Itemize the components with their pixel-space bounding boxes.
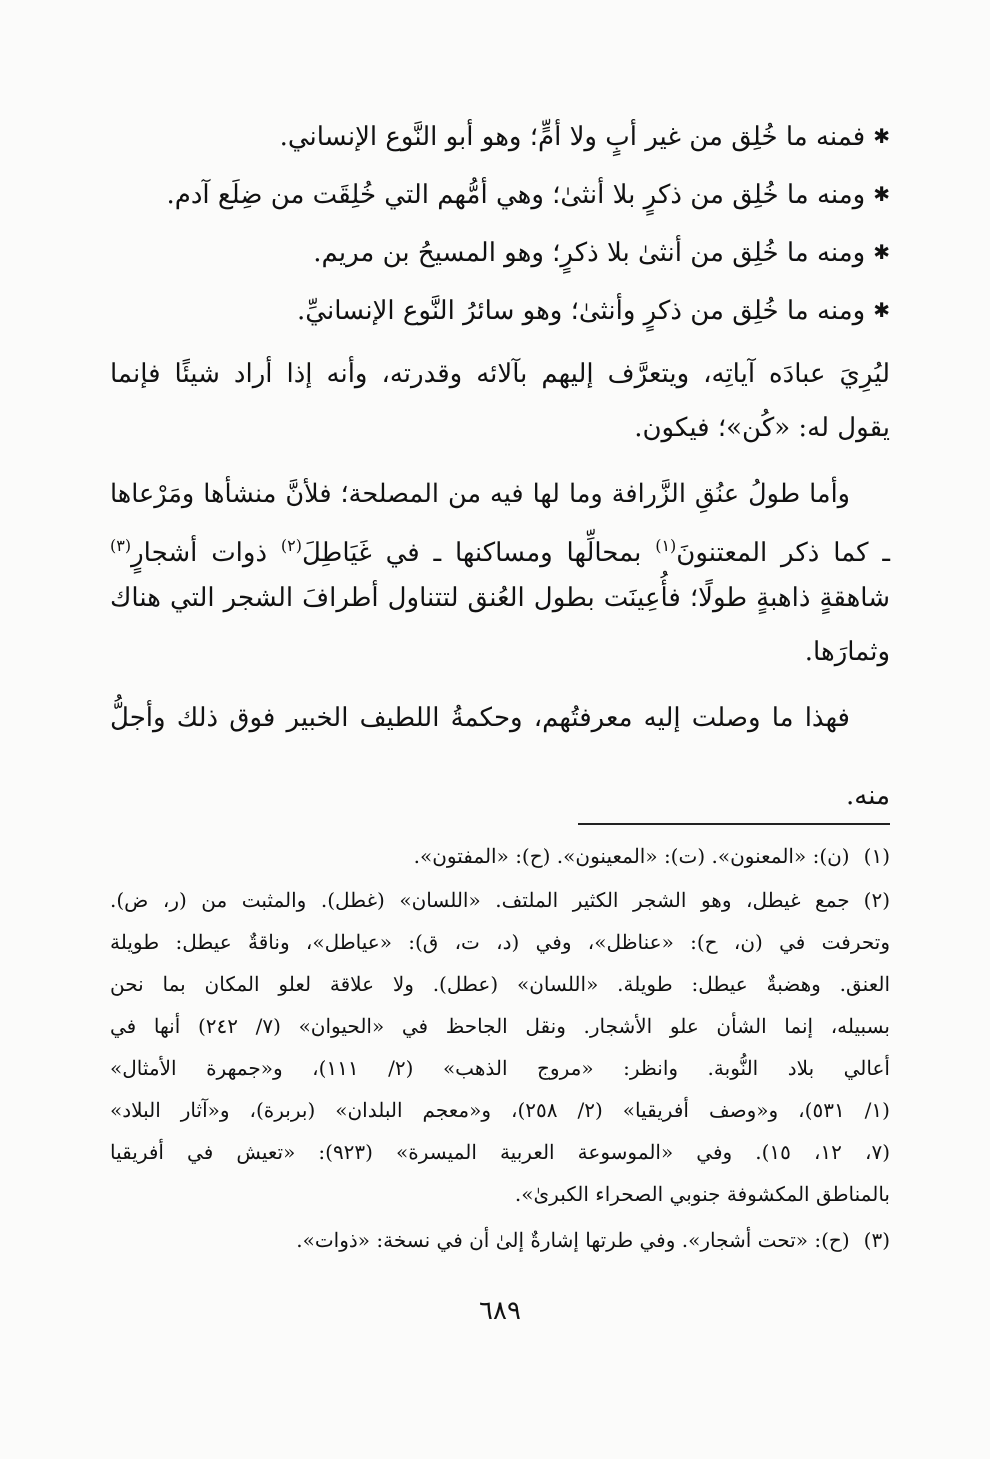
footnote-separator: [578, 823, 890, 825]
asterisk-bullet-icon: ✱: [873, 182, 890, 206]
page-number: ٦٨٩: [479, 1296, 521, 1326]
footnote-2-text-1: جمع غيطل، وهو الشجر الكثير الملتف. «اللسان» (غطل). والمثبت من (ر، ض).: [110, 888, 850, 912]
footnote-2-line-1: [110, 884, 890, 916]
footnote-ref-3: (٣): [110, 536, 132, 555]
footnote-1-text: (ن): «المعنون». (ت): «المعينون». (ح): «المفتون».: [413, 844, 850, 868]
paragraph-1-line-2: يقول له: «كُن»؛ فيكون.: [634, 413, 890, 443]
bullet-line-3: [110, 232, 890, 273]
bullet-text-3: ومنه ما خُلِق من أنثىٰ بلا ذكرٍ؛ وهو المسيحُ بن مريم.: [313, 238, 866, 268]
book-page: [110, 100, 890, 1360]
paragraph-2-line-1: وأما طولُ عنُقِ الزَّرافة وما لها فيه من المصلحة؛ فلأنَّ منشأها ومَرْعاها: [110, 479, 850, 509]
footnote-2-line-3: العنق. وهضبةٌ عيطل: طويلة. «اللسان» (عطل). ولا علاقة لعلو المكان بما نحن: [110, 972, 890, 996]
paragraph-2-line-3: شاهقةٍ ذاهبةٍ طولًا؛ فأُعِينَت بطول العُنق لتتناول أطرافَ الشجر التي هناك: [110, 583, 890, 613]
footnote-ref-2: (٢): [280, 536, 302, 555]
footnote-2-line-6: (١/ ٥٣١)، و«وصف أفريقيا» (٢/ ٢٥٨)، و«معجم البلدان» (بربرة)، و«آثار البلاد»: [110, 1098, 890, 1122]
paragraph-3-line-2: منه.: [846, 781, 890, 811]
footnote-3-text: (ح): «تحت أشجار». وفي طرتها إشارةٌ إلىٰ أن في نسخة: «ذوات».: [296, 1228, 850, 1252]
asterisk-bullet-icon: ✱: [873, 124, 890, 148]
footnote-2-line-5: أعالي بلاد النُّوبة. وانظر: «مروج الذهب» (٢/ ١١١)، و«جمهرة الأمثال»: [110, 1056, 890, 1080]
footnote-2-line-7: (٧، ١٢، ١٥). وفي «الموسوعة العربية الميسرة» (٩٢٣): «تعيش في أفريقيا: [110, 1140, 890, 1164]
footnote-3-number: (٣): [863, 1228, 890, 1252]
footnote-2-line-2: وتحرفت في (ن، ح): «عناظل»، وفي (د، ت، ق): «عياطل»، وناقةٌ عيطل: طويلة: [110, 930, 890, 954]
footnote-3: [110, 1224, 890, 1256]
paragraph-2-text-b: بمحالِّها ومساكنها ـ في غَيَاطِلَ: [301, 538, 656, 568]
footnote-2-line-8: بالمناطق المكشوفة جنوبي الصحراء الكبرىٰ».: [514, 1182, 890, 1206]
footnote-ref-1: (١): [655, 536, 677, 555]
footnote-2-line-4: بسبيله، إنما الشأن علو الأشجار. ونقل الجاحظ في «الحيوان» (٧/ ٢٤٢) أنها في: [110, 1014, 890, 1038]
bullet-text-4: ومنه ما خُلِق من ذكرٍ وأنثىٰ؛ وهو سائرُ النَّوع الإنسانيِّ.: [297, 296, 866, 326]
paragraph-2-text-a: ـ كما ذكر المعتنونَ: [676, 538, 890, 568]
asterisk-bullet-icon: ✱: [873, 240, 890, 264]
paragraph-1-line-1: ليُرِيَ عبادَه آياتِه، ويتعرَّف إليهم بآلائه وقدرته، وأنه إذا أراد شيئًا فإنما: [110, 359, 890, 389]
bullet-line-4: [110, 290, 890, 331]
bullet-text-2: ومنه ما خُلِق من ذكرٍ بلا أنثىٰ؛ وهي أمُّهم التي خُلِقَت من ضِلَع آدم.: [166, 180, 866, 210]
paragraph-3-line-1: فهذا ما وصلت إليه معرفتُهم، وحكمةُ اللطيف الخبير فوق ذلك وأجلُّ: [110, 703, 850, 733]
paragraph-2-line-2: [110, 526, 890, 573]
footnote-1: [110, 840, 890, 872]
bullet-line-1: [110, 116, 890, 157]
paragraph-2-line-4: وثمارَها.: [804, 637, 890, 667]
paragraph-2-text-c: ذوات أشجارٍ: [131, 538, 281, 568]
bullet-line-2: [110, 174, 890, 215]
asterisk-bullet-icon: ✱: [873, 298, 890, 322]
footnote-2-number: (٢): [863, 888, 890, 912]
footnote-1-number: (١): [863, 844, 890, 868]
bullet-text-1: فمنه ما خُلِق من غير أبٍ ولا أمٍّ؛ وهو أبو النَّوع الإنساني.: [279, 122, 866, 152]
